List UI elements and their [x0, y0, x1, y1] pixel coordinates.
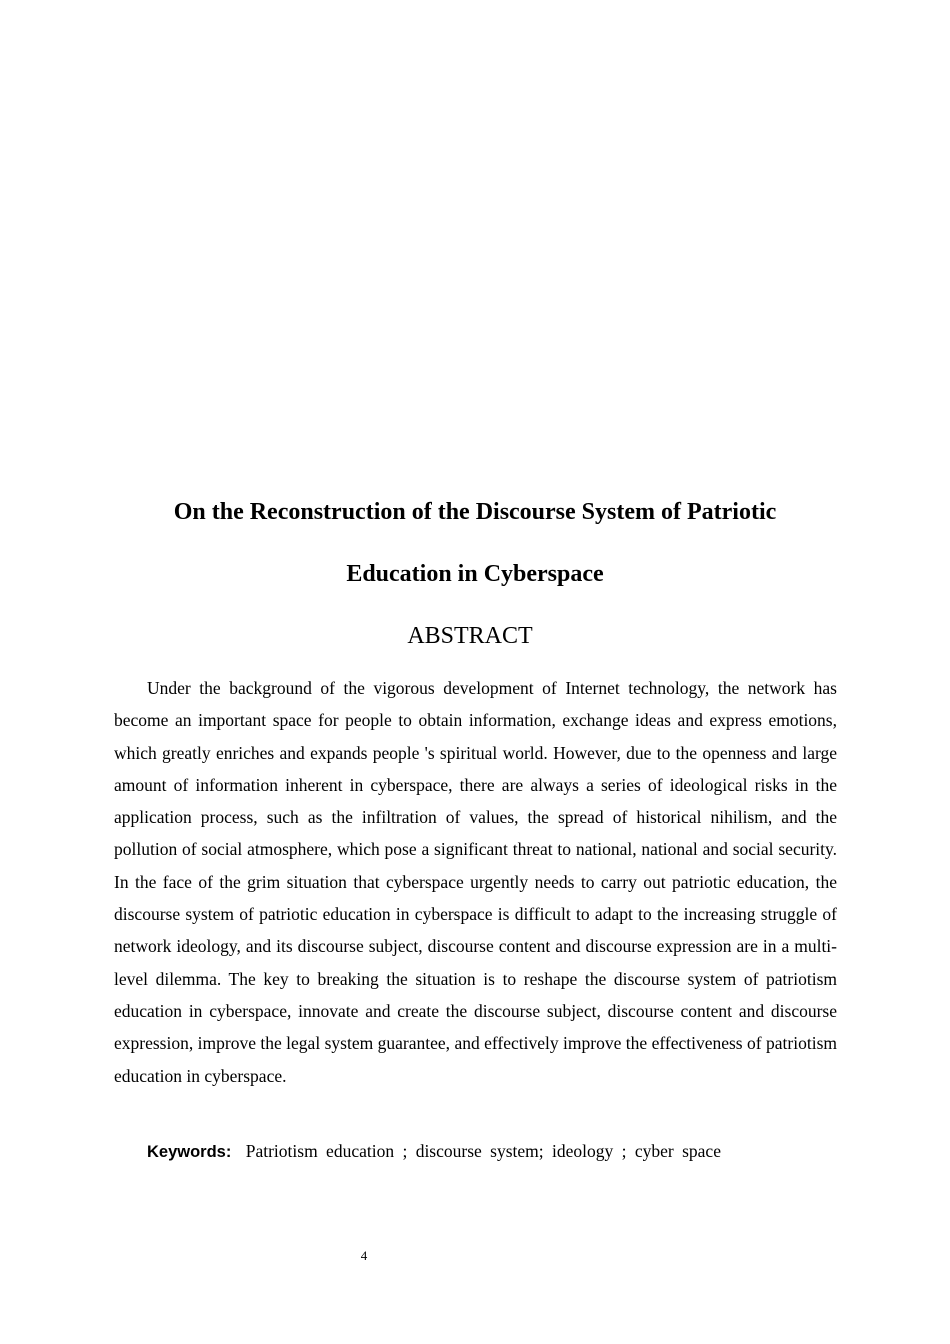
- keywords-line: [147, 1136, 847, 1167]
- abstract-heading: ABSTRACT: [407, 623, 533, 649]
- title-line-1: On the Reconstruction of the Discourse System of Patriotic: [173, 499, 777, 525]
- keywords-label: Keywords:: [147, 1143, 232, 1161]
- title-line-2: Education in Cyberspace: [346, 561, 604, 587]
- page-number: 4: [360, 1248, 368, 1263]
- keywords-text: Patriotism education ; discourse system; ideology ; cyber space: [245, 1141, 721, 1161]
- abstract-body: Under the background of the vigorous development of Internet technology, the network has become an important space for people to obtain information, exchange ideas and express emotions, which greatly enriches and expands people 's spiritual world. However, due to the openness and large amount of information inherent in cyberspace, there are always a series of ideological risks in the application process, such as the infiltration of values, the spread of historical nihilism, and the pollution of social atmosphere, which pose a significant threat to national, national and social security. In the face of the grim situation that cyberspace urgently needs to carry out patriotic education, the discourse system of patriotic education in cyberspace is difficult to adapt to the increasing struggle of network ideology, and its discourse subject, discourse content and discourse expression are in a multi-level dilemma. The key to breaking the situation is to reshape the discourse system of patriotism education in cyberspace, innovate and create the discourse subject, discourse content and discourse expression, improve the legal system guarantee, and effectively improve the effectiveness of patriotism education in cyberspace.: [114, 678, 837, 1086]
